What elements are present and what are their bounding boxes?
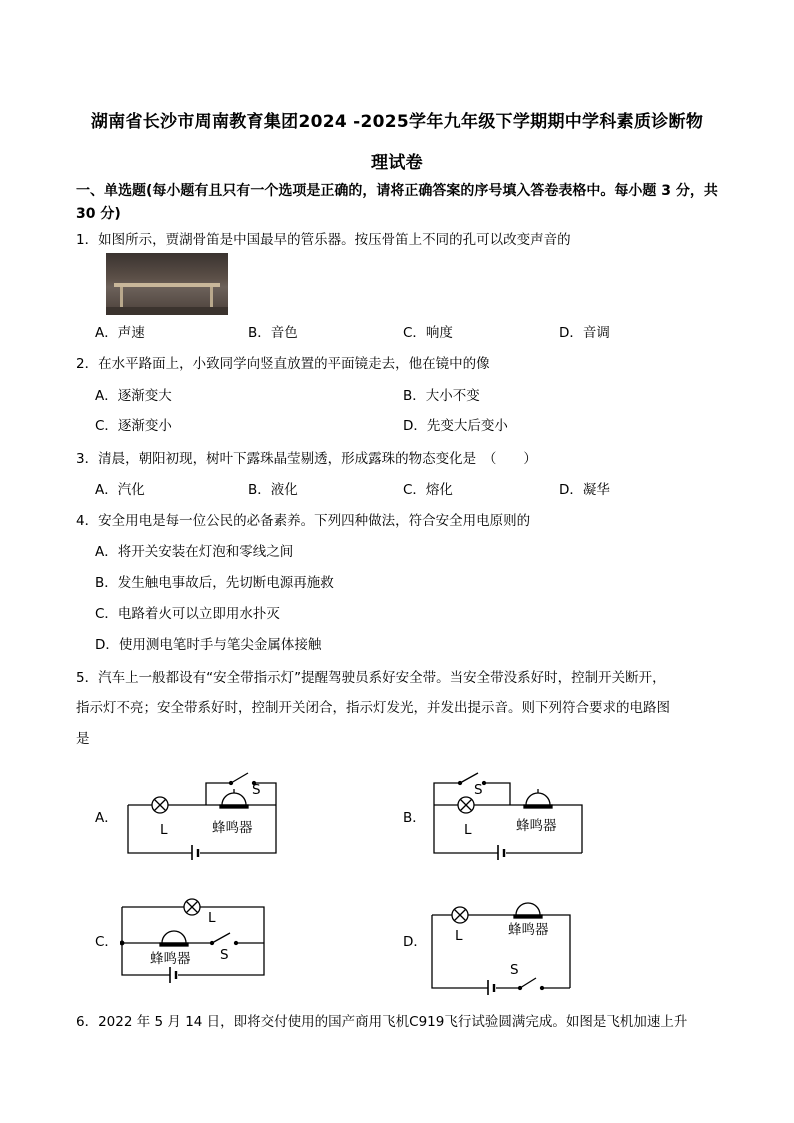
circuit-b-switch-label: S	[474, 782, 483, 798]
page-title-line2: 理试卷	[371, 153, 423, 173]
q3-option-d: D．凝华	[559, 482, 610, 498]
circuit-c-lamp-label: L	[208, 910, 216, 926]
q3-option-a: A．汽化	[95, 482, 145, 498]
q1-option-b: B．音色	[248, 325, 298, 341]
q3-option-c: C．熔化	[403, 482, 453, 498]
circuit-a-lamp-label: L	[160, 822, 168, 838]
circuit-a-buzzer-label: 蜂鸣器	[212, 820, 253, 836]
q1-option-c: C．响度	[403, 325, 453, 341]
q2-option-d: D．先变大后变小	[403, 418, 508, 434]
section-heading: 一、单选题(每小题有且只有一个选项是正确的，请将正确答案的序号填入答卷表格中。每小题 3 分，共 30 分)	[76, 183, 718, 222]
circuit-d-letter: D．	[403, 934, 427, 950]
page-title: 湖南省长沙市周南教育集团2024 -2025学年九年级下学期期中学科素质诊断物	[90, 112, 704, 132]
bone-flute-photo	[106, 253, 228, 315]
circuit-d-lamp-label: L	[455, 928, 463, 944]
question-2-stem: 2．在水平路面上，小致同学向竖直放置的平面镜走去，他在镜中的像	[76, 356, 490, 372]
q4-option-d: D．使用测电笔时手与笔尖金属体接触	[95, 637, 322, 653]
q4-option-a: A．将开关安装在灯泡和零线之间	[95, 544, 294, 560]
circuit-a-switch-label: S	[252, 782, 261, 798]
circuit-b-lamp-label: L	[464, 822, 472, 838]
circuit-c-switch-label: S	[220, 947, 229, 963]
q1-option-a: A．声速	[95, 325, 145, 341]
circuit-b-buzzer-label: 蜂鸣器	[516, 818, 557, 834]
q2-option-b: B．大小不变	[403, 388, 480, 404]
question-1-stem: 1．如图所示，贾湖骨笛是中国最早的管乐器。按压骨笛上不同的孔可以改变声音的	[76, 232, 571, 248]
question-3-stem: 3．清晨，朝阳初现，树叶下露珠晶莹剔透，形成露珠的物态变化是 （ ）	[76, 451, 537, 467]
circuit-d-buzzer-label: 蜂鸣器	[508, 922, 549, 938]
q1-option-d: D．音调	[559, 325, 610, 341]
circuit-a-letter: A．	[95, 810, 118, 826]
circuit-c-letter: C．	[95, 934, 118, 950]
circuit-a-diagram	[126, 765, 286, 860]
question-5-stem-line3: 是	[76, 731, 90, 747]
circuit-b-letter: B．	[403, 810, 426, 826]
circuit-d-diagram	[430, 900, 575, 995]
question-6-stem: 6．2022 年 5 月 14 日，即将交付使用的国产商用飞机C919飞行试验圆满完成。如图是飞机加速上升	[76, 1014, 688, 1030]
circuit-c-buzzer-label: 蜂鸣器	[150, 951, 191, 967]
q2-option-c: C．逐渐变小	[95, 418, 172, 434]
q4-option-c: C．电路着火可以立即用水扑灭	[95, 606, 280, 622]
q2-option-a: A．逐渐变大	[95, 388, 172, 404]
question-5-stem-line1: 5．汽车上一般都设有“安全带指示灯”提醒驾驶员系好安全带。当安全带没系好时，控制开关断开，	[76, 670, 666, 686]
question-5-stem-line2: 指示灯不亮；安全带系好时，控制开关闭合，指示灯发光，并发出提示音。则下列符合要求的电路图	[76, 700, 670, 716]
q4-option-b: B．发生触电事故后，先切断电源再施救	[95, 575, 334, 591]
question-4-stem: 4．安全用电是每一位公民的必备素养。下列四种做法，符合安全用电原则的	[76, 513, 531, 529]
circuit-d-switch-label: S	[510, 962, 519, 978]
circuit-b-diagram	[432, 765, 592, 860]
circuit-c-diagram	[120, 895, 270, 985]
q3-option-b: B．液化	[248, 482, 298, 498]
